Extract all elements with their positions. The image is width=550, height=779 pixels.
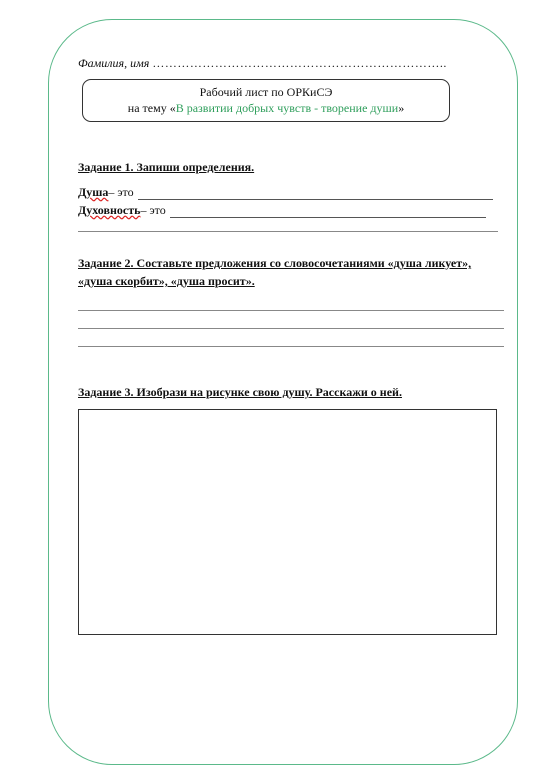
task2-title-line1: Задание 2. Составьте предложения со словосочетаниями «душа ликует», [78, 256, 472, 270]
definition-row-2 [78, 203, 486, 218]
worksheet-topic [83, 100, 449, 116]
task2-answer-line-2[interactable] [78, 328, 504, 329]
task2-answer-line-1[interactable] [78, 310, 504, 311]
definition-row-1 [78, 185, 493, 200]
term-dukhovnost: Духовность [78, 203, 141, 217]
worksheet-title: Рабочий лист по ОРКиСЭ [199, 85, 333, 99]
worksheet-title-box [82, 79, 450, 122]
name-field [78, 56, 447, 71]
name-dots: …………………………………………………………….. [152, 56, 447, 70]
task2-answer-line-3[interactable] [78, 346, 504, 347]
term-dash-1: – это [108, 185, 134, 199]
task3-title: Задание 3. Изобрази на рисунке свою душу. Расскажи о ней. [78, 385, 402, 399]
term-dash-2: – это [140, 203, 166, 217]
task1-title: Задание 1. Запиши определения. [78, 160, 255, 174]
task2-title-line2: «душа скорбит», «душа просит». [78, 274, 255, 288]
answer-line-2[interactable] [170, 206, 486, 218]
drawing-area[interactable] [78, 409, 497, 635]
topic-prefix: на тему « [127, 101, 176, 115]
topic-suffix: » [398, 101, 405, 115]
term-dusha: Душа [78, 185, 109, 199]
answer-line-3[interactable] [78, 231, 498, 232]
answer-line-1[interactable] [138, 188, 493, 200]
topic-text: В развитии добрых чувств - творение души [175, 101, 399, 115]
name-label: Фамилия, имя [78, 56, 150, 70]
